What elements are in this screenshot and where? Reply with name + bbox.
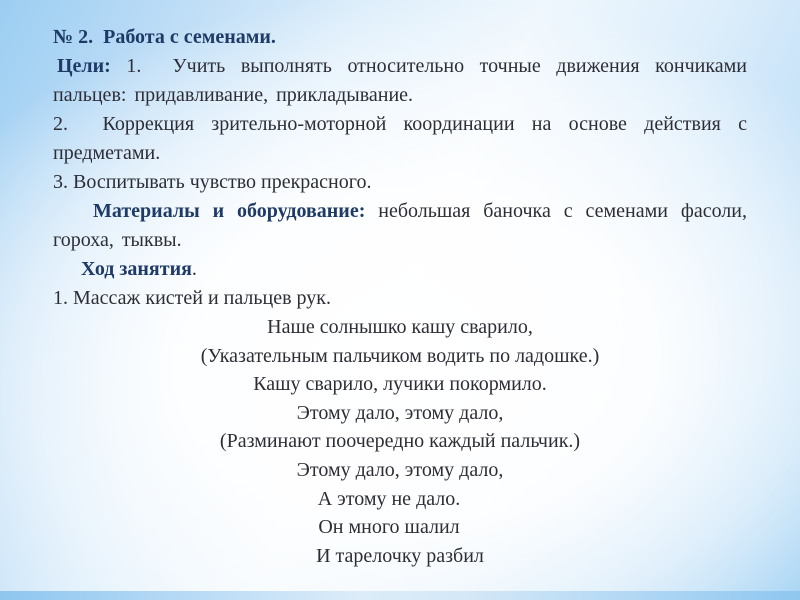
poem-line: Он много шалил <box>318 516 460 539</box>
goal-3-paragraph <box>53 168 747 197</box>
poem-line: Кашу сварило, лучики покормило. <box>253 373 547 396</box>
poem-line: Этому дало, этому дало, <box>296 458 504 481</box>
goals-paragraph <box>53 52 747 110</box>
goal-3-text: 3. Воспитывать чувство прекрасного. <box>53 171 372 193</box>
slide-title-text: № 2. Работа с семенами. <box>53 26 276 48</box>
poem-block <box>53 313 747 570</box>
materials-paragraph <box>53 197 747 255</box>
poem-line: А этому не дало. <box>317 487 461 510</box>
slide-text-block <box>53 23 747 570</box>
poem-line: И тарелочку разбил <box>316 544 484 567</box>
poem-line: Этому дало, этому дало, <box>296 401 504 424</box>
slide-title <box>53 23 747 52</box>
lesson-heading-period: . <box>191 258 197 280</box>
goal-2-paragraph <box>53 110 747 168</box>
step-1-text: 1. Массаж кистей и пальцев рук. <box>53 287 332 309</box>
step-1-paragraph <box>53 284 747 313</box>
lesson-heading <box>53 255 747 284</box>
poem-line: (Указательным пальчиком водить по ладошке.) <box>200 344 600 367</box>
poem-line: Наше солнышко кашу сварило, <box>267 316 533 338</box>
materials-text: небольшая баночка с семенами фасоли, гороха, тыквы. <box>53 200 747 251</box>
goals-label: Цели: <box>57 55 111 77</box>
goal-2-text: 2. Коррекция зрительно-моторной координации на основе действия с предметами. <box>53 113 747 164</box>
lesson-heading-text: Ход занятия <box>81 258 192 280</box>
bottom-edge-band <box>0 591 800 600</box>
materials-label: Материалы и оборудование: <box>93 200 366 222</box>
goal-1-text: 1. Учить выполнять относительно точные движения кончиками пальцев: придавливание, прикладывание. <box>53 55 747 106</box>
poem-line: (Разминают поочередно каждый пальчик.) <box>219 430 581 453</box>
